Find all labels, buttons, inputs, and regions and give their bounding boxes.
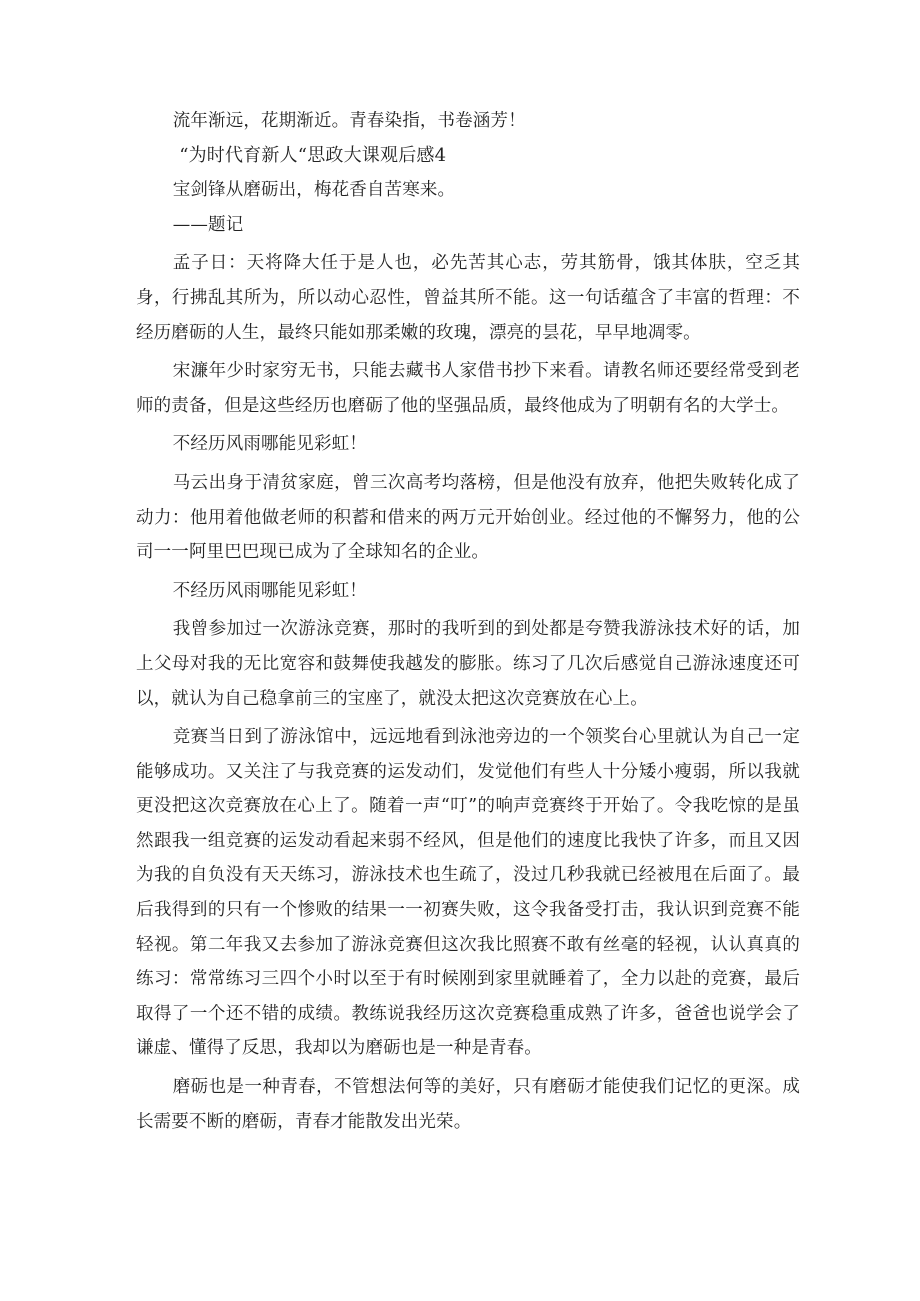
paragraph-conclusion: 磨砺也是一种青春，不管想法何等的美好，只有磨砺才能使我们记忆的更深。成长需要不断的磨砺，青春才能散发出光荣。 <box>136 1077 800 1132</box>
essay-title: “为时代育新人“思政大课观后感4 <box>179 144 447 166</box>
paragraph-jack-ma: 马云出身于清贫家庭，曾三次高考均落榜，但是他没有放弃，他把失败转化成了动力：他用着他做老师的积蓄和借来的两万元开始创业。经过他的不懈努力，他的公司一一阿里巴巴现已成为了全球知名的企业。 <box>136 472 800 563</box>
opening-line: 流年渐远，花期渐近。青春染指，书卷涵芳！ <box>172 111 526 131</box>
paragraph-song-lian: 宋濂年少时家穷无书，只能去藏书人家借书抄下来看。请教名师还要经常受到老师的责备，但是这些经历也磨砺了他的坚强品质，最终他成为了明朝有名的大学士。 <box>136 361 800 416</box>
paragraph-swimming-intro: 我曾参加过一次游泳竞赛，那时的我听到的到处都是夸赞我游泳技术好的话，加上父母对我的无比宽容和鼓舞使我越发的膨胀。练习了几次后感觉自己游泳速度还可以，就认为自己稳拿前三的宝座了，就没太把这次竞赛放在心上。 <box>136 619 800 709</box>
epigraph: 宝剑锋从磨砺出，梅花香自苦寒来。 <box>172 180 456 201</box>
document-body <box>136 104 800 1139</box>
paragraph-mencius: 孟子日：天将降大任于是人也，必先苦其心志，劳其筋骨，饿其体肤，空乏其身，行拂乱其所为，所以动心忍性，曾益其所不能。这一句话蕴含了丰富的哲理：不经历磨砺的人生，最终只能如那柔嫩的玫瑰，漂亮的昙花，早早地凋零。 <box>136 253 800 343</box>
epigraph-attribution: ——题记 <box>172 214 244 235</box>
paragraph-swimming-competition: 竞赛当日到了游泳馆中，远远地看到泳池旁边的一个领奖台心里就认为自己一定能够成功。又关注了与我竞赛的运发动们，发觉他们有些人十分矮小瘦弱，所以我就更没把这次竞赛放在心上了。随着一声“叮”的响声竞赛终于开始了。令我吃惊的是虽然跟我一组竞赛的运发动看起来弱不经风，但是他们的速度比我快了许多，而且又因为我的自负没有天天练习，游泳技术也生疏了，没过几秒我就已经被甩在后面了。最后我得到的只有一个惨败的结果一一初赛失败，这令我备受打击，我认识到竞赛不能轻视。第二年我又去参加了游泳竞赛但这次我比照赛不敢有丝毫的轻视，认认真真的练习：常常练习三四个小时以至于有时候刚到家里就睡着了，全力以赴的竞赛，最后取得了一个还不错的成绩。教练说我经历这次竞赛稳重成熟了许多，爸爸也说学会了谦虚、懂得了反思，我却以为磨砺也是一种是青春。 <box>136 727 800 1059</box>
refrain-rainbow: 不经历风雨哪能见彩虹！ <box>172 434 367 455</box>
refrain-rainbow: 不经历风雨哪能见彩虹！ <box>172 580 367 601</box>
